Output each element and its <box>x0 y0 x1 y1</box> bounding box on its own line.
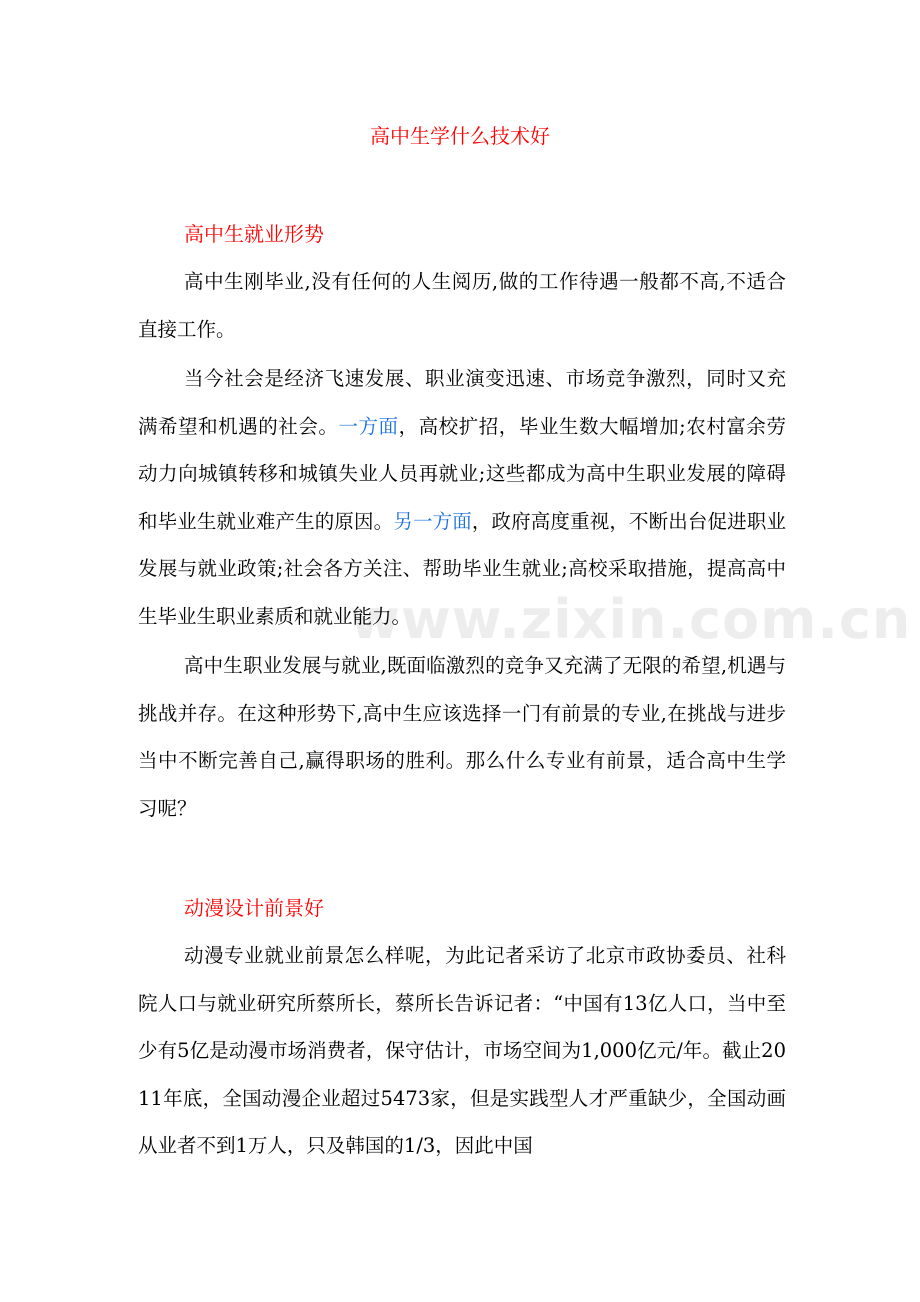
text-run: ，高校扩招，毕业生数大幅增加;农村富余劳动力向城镇转移和城镇失业人员再就业;这些都成为高中生职业发展的障碍和毕业生就业难产生的原因。 <box>138 414 786 533</box>
text-run: ，政府高度重视，不断出台促进职业发展与就业政策;社会各方关注、帮助毕业生就业;高校采取措施，提高高中生毕业生职业素质和就业能力。 <box>138 509 786 628</box>
section-heading-employment: 高中生就业形势 <box>184 222 324 246</box>
paragraph-opportunity: 高中生职业发展与就业,既面临激烈的竞争又充满了无限的希望,机遇与挑战并存。在这种形势下,高中生应该选择一门有前景的专业,在挑战与进步当中不断完善自己,赢得职场的胜利。那么什么专业有前景，适合高中生学习呢？ <box>138 654 786 820</box>
text-run: 当今社会是经济飞速发展、职业演变迅速、市场竞争激烈，同时又充满希望和机遇的社会。 <box>138 367 786 438</box>
link-one-hand[interactable]: 一方面 <box>338 414 399 438</box>
section-heading-animation: 动漫设计前景好 <box>184 896 324 920</box>
paragraph-social-situation <box>138 355 786 640</box>
paragraph-graduate-intro: 高中生刚毕业,没有任何的人生阅历,做的工作待遇一般都不高,不适合直接工作。 <box>138 270 786 341</box>
document-title: 高中生学什么技术好 <box>370 124 550 148</box>
link-other-hand[interactable]: 另一方面 <box>393 509 472 533</box>
watermark: www.zixin.com.cn <box>350 588 912 651</box>
paragraph-animation-prospects: 动漫专业就业前景怎么样呢，为此记者采访了北京市政协委员、社科院人口与就业研究所蔡所长，蔡所长告诉记者：“中国有13亿人口，当中至少有5亿是动漫市场消费者，保守估计，市场空间为1,000亿元/年。截止2011年底，全国动漫企业超过5473家，但是实践型人才严重缺少，全国动画从业者不到1万人，只及韩国的1/3，因此中国 <box>138 944 786 1157</box>
